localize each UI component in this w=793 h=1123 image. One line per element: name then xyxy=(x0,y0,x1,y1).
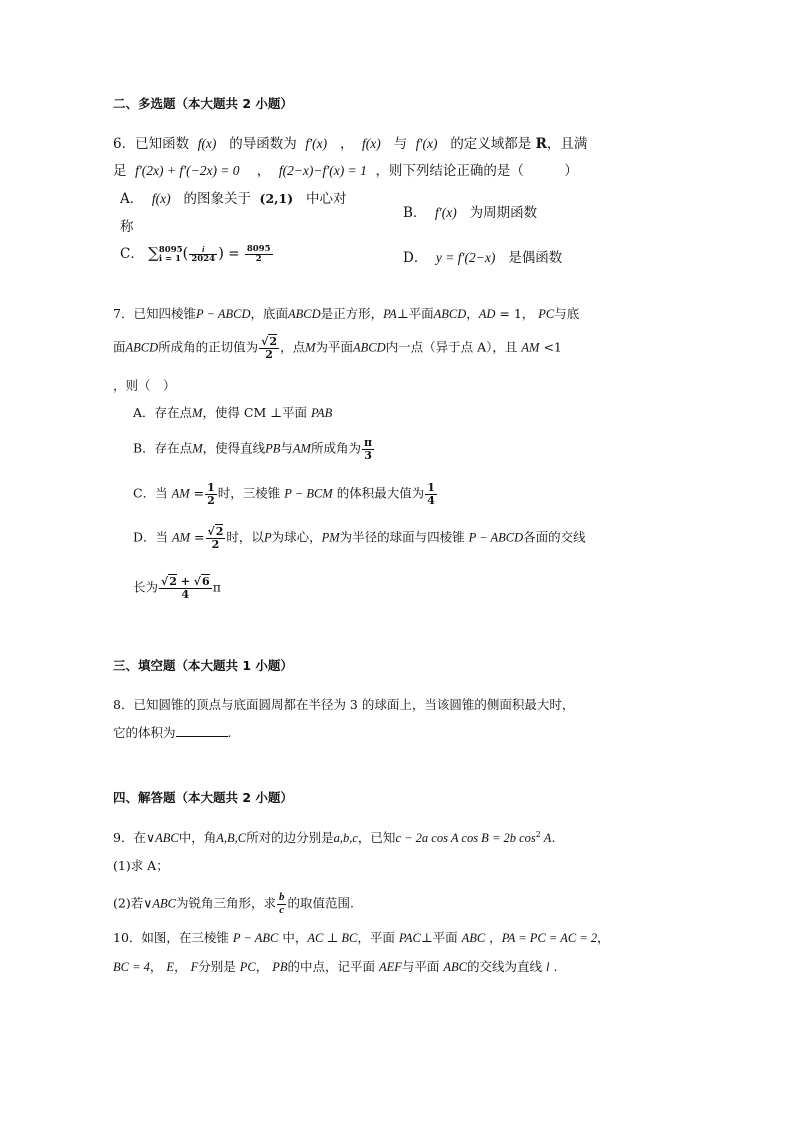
section-heading-fill-blank: 三、填空题（本大题共 1 小题） xyxy=(113,658,293,673)
q9-line-1: 9．在∨ABC中，角A,B,C所对的边分别是a,b,c，已知c − 2a cos A cos B = 2b $\cos^2 A$. xyxy=(113,830,556,846)
q6-line-2: 足 f′(2x) + f′(−2x) = 0 ， f(2−x)−f′(x) = 1 ，则下列结论正确的是（ ） xyxy=(113,163,578,179)
q6-option-a-wrap: 称 xyxy=(120,219,134,235)
q6-option-d: D． y = f′(2−x) 是偶函数 xyxy=(403,250,563,266)
q7-line-2: 面ABCD所成角的正切值为 $\frac{√2}{2}$ ，点M为平面ABCD内一点（异于点 A），且 AM <1 xyxy=(113,335,562,361)
q9-part-1: (1)求 A； xyxy=(113,858,169,873)
q10-line-2: BC = 4， E， F分别是 PC， PB的中点，记平面 AEF与平面 ABC的交线为直线 l . xyxy=(113,959,558,974)
q7-option-b: B．存在点M，使得直线PB与AM所成角为 $\frac{\pi}{3}$ xyxy=(133,436,373,462)
q7-option-d: D．当 AM = $\frac{√2}{2}$ 时，以P为球心，PM为半径的球面与四棱锥 P − ABCD各面的交线 xyxy=(133,525,586,551)
q8-line-1: 8．已知圆锥的顶点与底面圆周都在半径为 3 的球面上，当该圆锥的侧面积最大时， xyxy=(113,697,575,712)
q7-option-c: C．当 AM = $\frac{1}{2}$ 时，三棱锥 P − BCM 的体积最大值为 $\frac{1}{4}$ xyxy=(133,481,435,507)
q6-option-b: B． f′(x) 为周期函数 xyxy=(403,205,538,221)
q8-line-2: 它的体积为 . xyxy=(113,725,232,740)
q7-line-1: 7．已知四棱锥P − ABCD，底面ABCD是正方形，PA⊥平面ABCD，AD = 1， PC与底 xyxy=(113,306,580,321)
answer-blank xyxy=(176,736,228,737)
q6-option-c: C． ∑ 8095 i = 1 ( $\frac{i}{2024}$ ) = $\frac{8095}{2}$ xyxy=(120,244,271,264)
q6-option-a: A． f(x) 的图象关于 (2,1) 中心对 xyxy=(120,191,347,207)
q7-option-a: A．存在点M，使得 CM ⊥平面 PAB xyxy=(133,405,333,420)
q7-line-3: ，则（ ） xyxy=(113,378,176,393)
q10-line-1: 10．如图，在三棱锥 P − ABC 中，AC ⊥ BC，平面 PAC⊥平面 ABC ，PA = PC = AC = 2， xyxy=(113,930,610,945)
q7-option-d-wrap: 长为 $\frac{√2 + √6}{4}$ π xyxy=(133,575,221,601)
q9-part-2: (2)若∨ABC为锐角三角形，求 $\frac{b}{c}$ 的取值范围. xyxy=(113,891,354,916)
section-heading-answer: 四、解答题（本大题共 2 小题） xyxy=(113,790,293,805)
section-heading-multiple-choice: 二、多选题（本大题共 2 小题） xyxy=(113,96,293,111)
q6-line-1: 6．已知函数 f(x) 的导函数为 f′(x) ， f(x) 与 f′(x) 的定义域都是 R，且满 xyxy=(113,136,588,152)
